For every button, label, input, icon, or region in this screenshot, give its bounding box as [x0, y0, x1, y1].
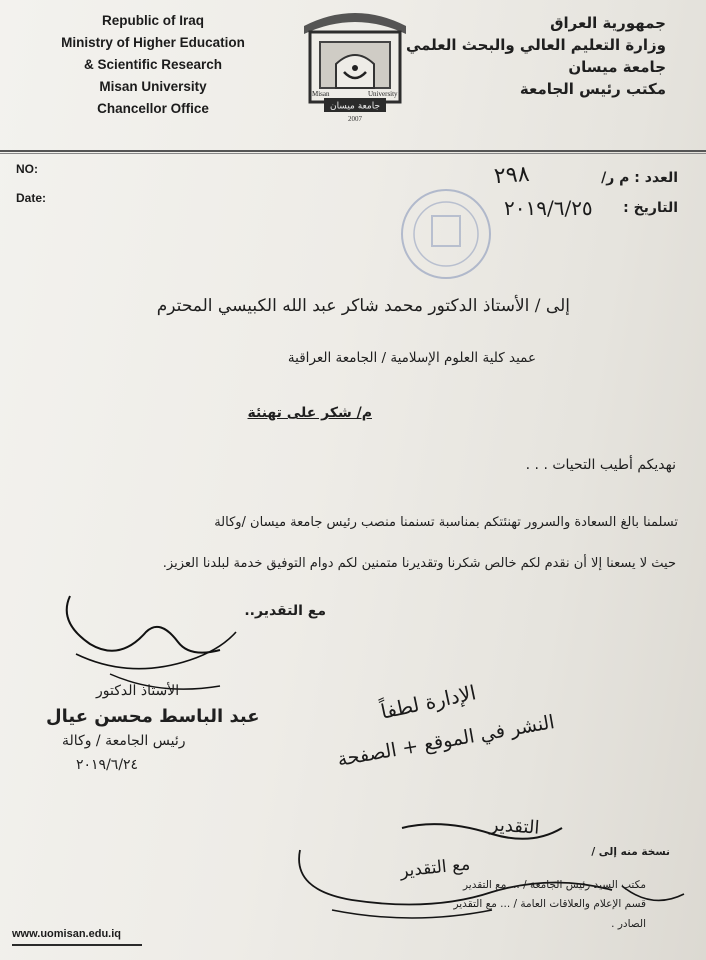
- number-label: NO:: [16, 162, 38, 176]
- body-paragraph-2: حيث لا يسعنا إلا أن نقدم لكم خالص شكرنا وتقديرنا متمنين لكم دوام التوفيق خدمة لبلدنا العزيز.: [162, 556, 676, 571]
- university-logo: [296, 6, 414, 124]
- header-en-line: Republic of Iraq: [101, 13, 204, 28]
- header-divider: [0, 150, 706, 152]
- header-en-line: & Scientific Research: [83, 57, 223, 72]
- header-arabic: [405, 12, 666, 100]
- header-divider-thin: [0, 153, 706, 154]
- header-ar-line: جمهورية العراق: [550, 14, 666, 32]
- copies-item: قسم الإعلام والعلاقات العامة / ... مع التقدير: [453, 898, 646, 910]
- header-english: [58, 10, 248, 120]
- closing-line: مع التقدير..: [244, 603, 326, 619]
- annotation-scribble: [292, 820, 692, 930]
- annotation-line-4: مع التقدير: [399, 854, 472, 882]
- body-paragraph-1: تسلمنا بالغ السعادة والسرور تهنئتكم بمناسبة تسنمنا منصب رئيس جامعة ميسان /وكالة: [214, 515, 678, 530]
- signatory-name: عبد الباسط محسن عيال: [46, 706, 260, 727]
- date-value: ٢٠١٩/٦/٢٥: [504, 196, 593, 220]
- dean-line: عميد كلية العلوم الإسلامية / الجامعة العراقية: [287, 350, 536, 366]
- annotation-line-3: التقدير: [489, 814, 541, 839]
- copies-item: الصادر .: [611, 918, 646, 930]
- header-ar-line: مكتب رئيس الجامعة: [519, 80, 666, 98]
- header-en-line: Ministry of Higher Education: [61, 35, 245, 50]
- annotation-line-2: النشر في الموقع + الصفحة: [335, 711, 557, 771]
- signatory-date: ٢٠١٩/٦/٢٤: [76, 757, 139, 773]
- header-ar-line: وزارة التعليم العالي والبحث العلمي: [405, 36, 666, 54]
- faint-stamp: [398, 186, 494, 282]
- footer-underline: [12, 944, 142, 946]
- subject-line: م/ شكر على تهنئة: [247, 405, 372, 421]
- logo-left-text: Misan: [312, 90, 330, 98]
- date-label: Date:: [16, 191, 47, 205]
- copies-item: مكتب السيد رئيس الجامعة / ... مع التقدير: [463, 879, 646, 891]
- annotation-line-1: الإدارة لطفاً: [378, 680, 479, 724]
- date-ar-label: التاريخ :: [623, 200, 678, 216]
- number-value: ٢٩٨: [493, 161, 531, 190]
- logo-banner-text: جامعة ميسان: [329, 101, 381, 112]
- header-en-line: Chancellor Office: [97, 101, 209, 116]
- logo-year: 2007: [348, 115, 362, 123]
- logo-right-text: University: [368, 90, 398, 98]
- signatory-role: رئيس الجامعة / وكالة: [62, 733, 186, 749]
- copies-header: نسخة منه إلى /: [591, 846, 670, 858]
- footer-website: www.uomisan.edu.iq: [12, 928, 121, 940]
- signatory-title: الأستاذ الدكتور: [96, 683, 180, 699]
- addressee: إلى / الأستاذ الدكتور محمد شاكر عبد الله الكبيسي المحترم: [156, 296, 570, 316]
- number-ar-label: العدد : م ر/: [601, 170, 678, 186]
- header-en-line: Misan University: [99, 79, 207, 94]
- header-ar-line: جامعة ميسان: [568, 58, 666, 76]
- greeting-line: نهديكم أطيب التحيات . . .: [525, 457, 676, 473]
